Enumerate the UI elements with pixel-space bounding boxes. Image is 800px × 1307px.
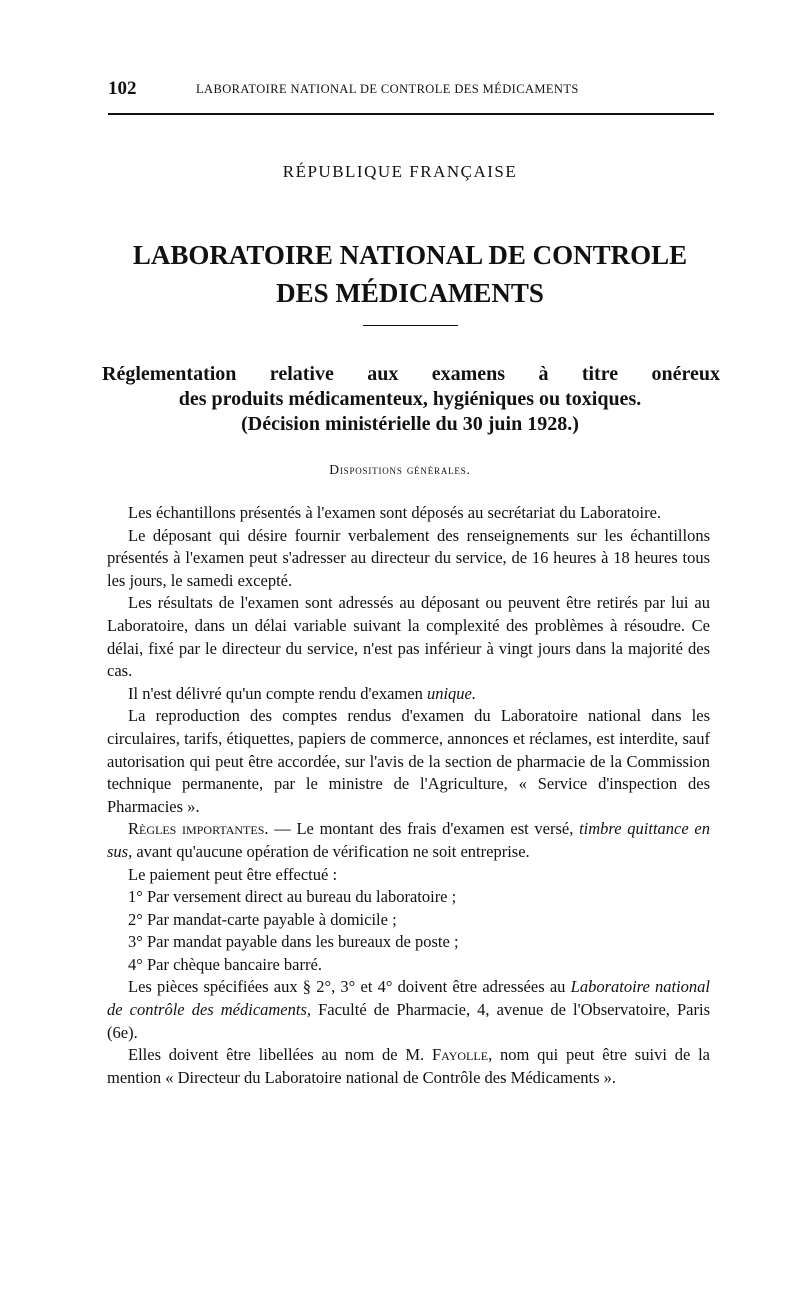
payment-option-3: 3° Par mandat payable dans les bureaux de poste ; <box>128 932 459 952</box>
subtitle-line-2: des produits médicamenteux, hygiéniques ou toxiques. <box>178 388 642 410</box>
documents-emphasis: Laboratoire national de contrôle des médicaments, <box>107 977 711 1020</box>
paragraph-important-rules <box>107 818 710 863</box>
paragraph-payee <box>107 1044 710 1089</box>
paragraph-documents-address <box>107 976 710 1044</box>
title-divider <box>363 325 458 326</box>
important-rules-text-1: — Le montant des frais d'examen est versé, <box>268 819 580 839</box>
important-rules-emphasis: timbre quittance en sus, <box>107 819 710 861</box>
payee-name: Fayolle <box>431 1045 489 1065</box>
paragraph-information: Le déposant qui désire fournir verbalement des renseignements sur les échantillons présentés à l'examen peut s'adresser au directeur du service, de 16 heures à 18 heures tous les jours, le samedi excepté. <box>107 525 710 590</box>
payee-text-2: , nom qui peut être suivi de la mention « Directeur du Laboratoire national de Contrôle des Médicaments ». <box>107 1045 711 1087</box>
important-rules-text-2: avant qu'aucune opération de vérification ne soit entreprise. <box>132 841 530 861</box>
payment-option-2: 2° Par mandat-carte payable à domicile ; <box>128 909 397 929</box>
payment-option-1: 1° Par versement direct au bureau du laboratoire ; <box>128 887 457 907</box>
paragraph-results: Les résultats de l'examen sont adressés au déposant ou peuvent être retirés par lui au Laboratoire, dans un délai variable suivant la complexité des problèmes à résoudre. Ce délai, fixé par le directeur du service, n'est pas inférieur à vingt jours dans la majorité des cas. <box>107 593 710 681</box>
paragraph-reproduction: La reproduction des comptes rendus d'examen du Laboratoire national dans les circulaires, tarifs, étiquettes, papiers de commerce, annonces et réclames, est interdite, sauf autorisation qui peut être accordée, sur l'avis de la section de pharmacie de la Commission technique permanente, par le ministre de l'Agriculture, « Service d'inspection des Pharmacies ». <box>107 706 710 816</box>
document-title <box>100 236 720 312</box>
title-line-2: DES MÉDICAMENTS <box>276 278 544 308</box>
header-rule <box>108 113 714 115</box>
subtitle-line-1: Réglementation relative aux examens à titre onéreux <box>102 363 720 385</box>
payment-option-4: 4° Par chèque bancaire barré. <box>128 954 322 974</box>
paragraph-payment: Le paiement peut être effectué : <box>128 864 338 884</box>
subtitle-line-3: (Décision ministérielle du 30 juin 1928.) <box>241 413 579 435</box>
paragraph-deposit: Les échantillons présentés à l'examen sont déposés au secrétariat du Laboratoire. <box>128 503 662 522</box>
body-text <box>107 502 710 1089</box>
important-rules-label: Règles importantes. <box>128 819 269 839</box>
documents-text-1: Les pièces spécifiées aux § 2°, 3° et 4° doivent être adressées au <box>128 977 571 997</box>
documents-text-2: Faculté de Pharmacie, 4, avenue de l'Observatoire, Paris (6e). <box>107 1000 710 1042</box>
payee-text-1: Elles doivent être libellées au nom de M. <box>128 1045 432 1065</box>
running-header <box>108 78 714 102</box>
page-number: 102 <box>108 78 137 99</box>
section-heading: Dispositions générales. <box>329 462 471 477</box>
unique-report-emphasis: unique. <box>426 683 476 703</box>
republic-heading: RÉPUBLIQUE FRANÇAISE <box>282 162 518 181</box>
running-title: LABORATOIRE NATIONAL DE CONTROLE DES MÉDICAMENTS <box>196 82 579 96</box>
title-line-1: LABORATOIRE NATIONAL DE CONTROLE <box>132 240 688 270</box>
document-subtitle <box>100 362 720 437</box>
unique-report-text: Il n'est délivré qu'un compte rendu d'examen <box>128 683 427 703</box>
paragraph-unique-report <box>107 683 710 706</box>
